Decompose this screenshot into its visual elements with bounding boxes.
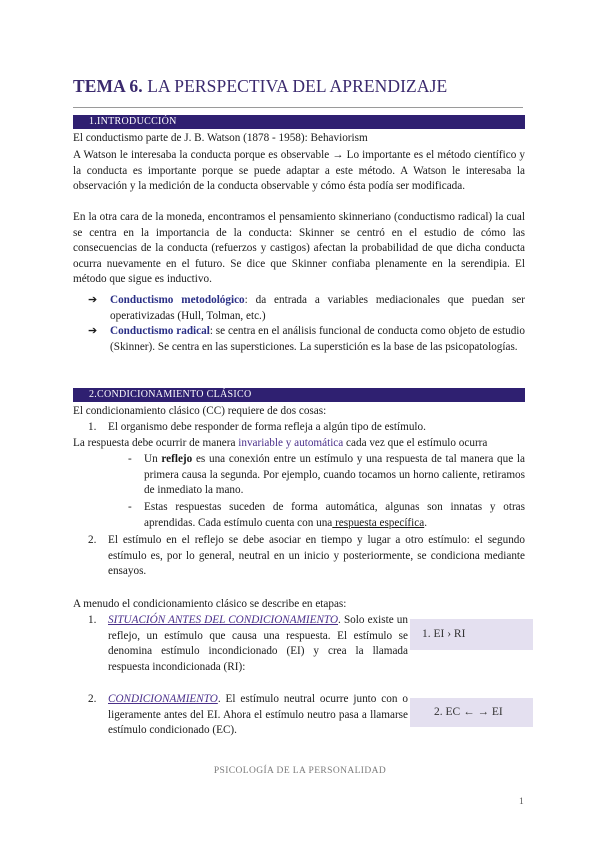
list-item: - Un reflejo es una conexión entre un estímulo y una respuesta de tal manera que la primera causa la segunda. Por ejemplo, cuando tocamos un horno caliente, retiramos de inmediato la mano. [128,453,525,497]
list-item: ➔ Conductismo metodológico: da entrada a variables mediacionales que puedan ser operativizadas (Hull, Tolman, etc.) [88,294,525,322]
arrow-bullet-icon: ➔ [88,325,98,337]
tema-number: TEMA 6. [73,76,143,96]
list-item: ➔ Conductismo radical: se centra en el análisis funcional de conducta como objeto de estudio (Skinner). Se centra en las supersticiones. La superstición es la base de las psicopatologías. [88,325,525,353]
list-item: 1. SITUACIÓN ANTES DEL CONDICIONAMIENTO. Solo existe un reflejo, un estímulo que causa una respuesta. El estímulo se denomina estímulo incondicionado (EI) y crea la llamada respuesta incondicionada (RI): [88,614,408,673]
page-number: 1 [519,797,524,807]
arrow-bullet-icon: ➔ [88,294,98,306]
list-item: - Estas respuestas suceden de forma automática, algunas son innatas y otras aprendidas. Cada estímulo cuenta con una respuesta específica. [128,501,525,529]
title-divider [73,107,523,108]
page-title [73,76,447,97]
paragraph: A Watson le interesaba la conducta porque es observable → Lo importante es el método científico y la conducta es importante porque se puede adaptar a este método. A Watson le interesaba la observación y la medición de la conducta observable y cómo ésta podía ser modificada. [73,149,525,193]
paragraph: La respuesta debe ocurrir de manera invariable y automática cada vez que el estímulo ocurra [73,437,488,449]
diagram-box-stage-1: 1. EI › RI [410,619,533,650]
section-heading-condicionamiento-clasico: 2.CONDICIONAMIENTO CLÁSICO [73,388,525,402]
list-item: 1. El organismo debe responder de forma refleja a algún tipo de estímulo. [88,421,426,433]
section-heading-introduccion: 1.INTRODUCCIÓN [73,115,525,129]
paragraph: A menudo el condicionamiento clásico se describe en etapas: [73,598,347,610]
paragraph: En la otra cara de la moneda, encontramos el pensamiento skinneriano (conductismo radical) la cual se centra en la importancia de la conducta: Skinner se centró en el estudio de cómo las consecuencias de la conducta (refuerzos y castigos) afectan la probabilidad de que dicha conducta ocurra nuevamente en el futuro. Se dice que Skinner confiaba plenamente en la serendipia. El método que sigue es inductivo. [73,211,525,286]
list-item: 2. CONDICIONAMIENTO. El estímulo neutral ocurre junto con o ligeramente antes del EI. Ahora el estímulo neutro pasa a llamarse estímulo condicionado (EC). [88,693,408,737]
tema-title: LA PERSPECTIVA DEL APRENDIZAJE [147,76,448,96]
list-item: 2. El estímulo en el reflejo se debe asociar en tiempo y lugar a otro estímulo: el segundo estímulo es, por lo general, neutral en un inicio y posteriormente, se condiciona mediante ensayos. [88,534,525,578]
diagram-box-stage-2: 2. EC ← → EI [410,698,533,727]
paragraph: El condicionamiento clásico (CC) requiere de dos cosas: [73,405,327,417]
paragraph: El conductismo parte de J. B. Watson (1878 - 1958): Behaviorism [73,132,368,144]
page-footer: PSICOLOGÍA DE LA PERSONALIDAD [213,766,387,776]
